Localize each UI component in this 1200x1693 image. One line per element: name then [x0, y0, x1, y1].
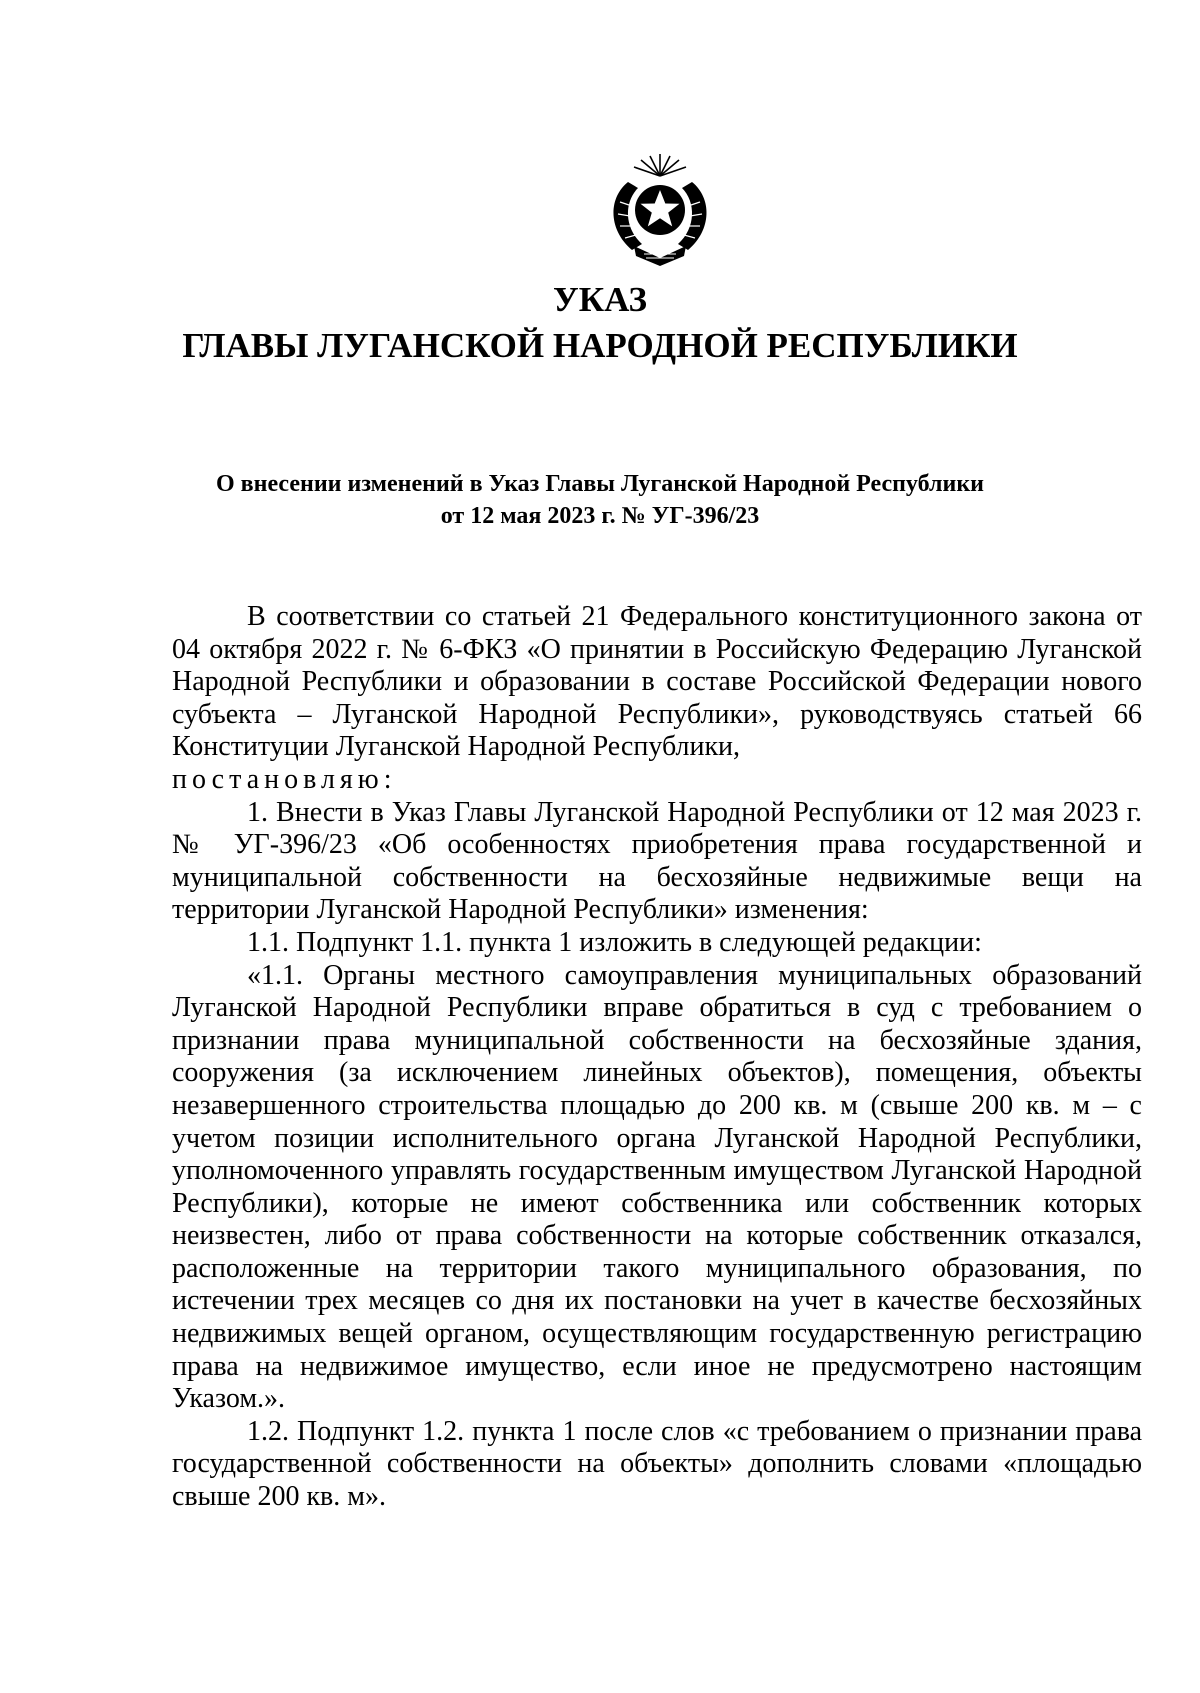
item-1-1-paragraph: 1.1. Подпункт 1.1. пункта 1 изложить в следующей редакции: [247, 926, 982, 958]
item-1-1-text-paragraph: «1.1. Органы местного самоуправления муниципальных образований Луганской Народной Республики вправе обратиться в суд с требованием о признании права муниципальной собственности на бесхозяйные здания, сооружения (за исключением линейных объектов), помещения, объекты незавершенного строительства площадью до 200 кв. м (свыше 200 кв. м – с учетом позиции исполнительного органа Луганской Народной Республики, уполномоченного управлять государственным имуществом Луганской Народной Республики), которые не имеют собственника или собственник которых неизвестен, либо от права собственности на которые собственник отказался, расположенные на территории такого муниципального образования, по истечении трех месяцев со дня их постановки на учет в качестве бесхозяйных недвижимых вещей органом, осуществляющим государственную регистрацию права на недвижимое имущество, если иное не предусмотрено настоящим Указом.». [172, 959, 1142, 1415]
decree-word-text: постановляю: [172, 763, 397, 795]
coat-of-arms-icon [598, 146, 722, 270]
document-body [172, 601, 1142, 1514]
document-title [0, 277, 1200, 369]
item-1-paragraph: 1. Внести в Указ Главы Луганской Народной Республики от 12 мая 2023 г. № УГ-396/23 «Об особенностях приобретения права государственной и муниципальной собственности на бесхозяйные недвижимые вещи на территории Луганской Народной Республики» изменения: [172, 796, 1142, 926]
subject-line-2: от 12 мая 2023 г. № УГ-396/23 [440, 503, 760, 529]
decree-word [172, 764, 1142, 797]
subject-line-1: О внесении изменений в Указ Главы Луганской Народной Республики [216, 471, 984, 497]
title-line-decree: УКАЗ [553, 280, 647, 319]
document-subject [150, 468, 1050, 532]
item-1-2-paragraph: 1.2. Подпункт 1.2. пункта 1 после слов «с требованием о признании права государственной собственности на объекты» дополнить словами «площадью свыше 200 кв. м». [172, 1415, 1142, 1513]
title-line-issuer: ГЛАВЫ ЛУГАНСКОЙ НАРОДНОЙ РЕСПУБЛИКИ [182, 326, 1018, 365]
preamble-paragraph: В соответствии со статьей 21 Федерального конституционного закона от 04 октября 2022 г. № 6-ФКЗ «О принятии в Российскую Федерацию Луганской Народной Республики и образовании в составе Российской Федерации нового субъекта – Луганской Народной Республики», руководствуясь статьей 66 Конституции Луганской Народной Республики, [172, 601, 1142, 763]
